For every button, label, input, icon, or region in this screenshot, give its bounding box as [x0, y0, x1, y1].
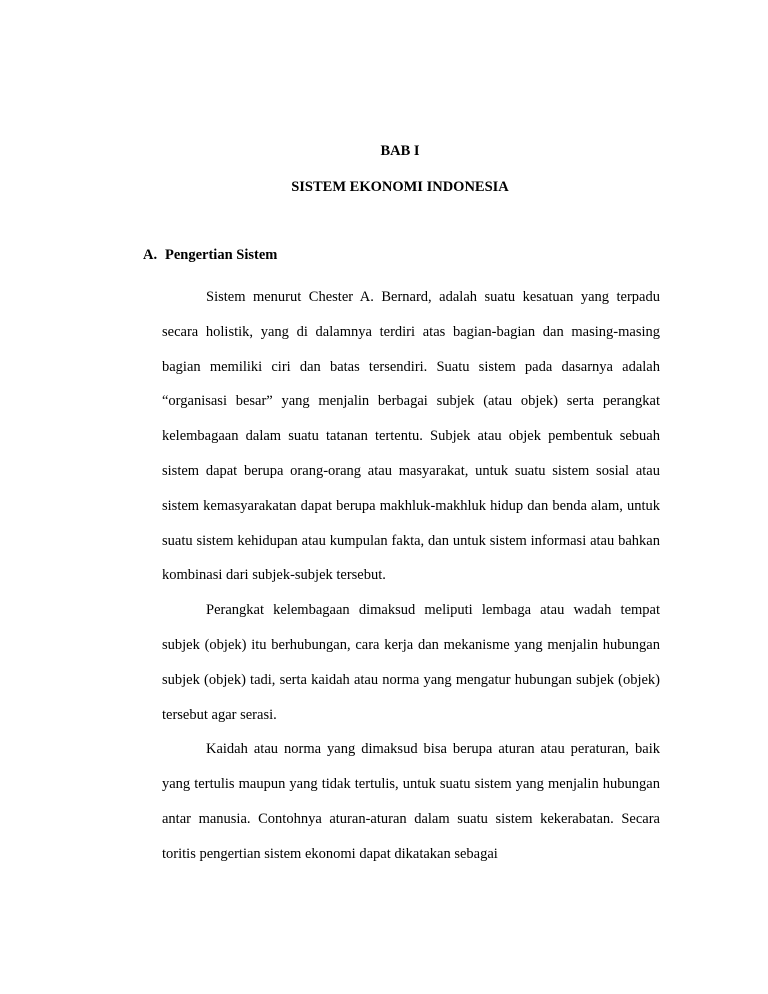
chapter-title: SISTEM EKONOMI INDONESIA: [291, 179, 509, 195]
chapter-heading: BAB I: [380, 143, 420, 159]
body-text: [162, 280, 660, 872]
section-title: Pengertian Sistem: [165, 247, 278, 263]
paragraph-3: Kaidah atau norma yang dimaksud bisa berupa aturan atau peraturan, baik yang tertulis maupun yang tidak tertulis, untuk suatu sistem yang menjalin hubungan antar manusia. Contohnya aturan-aturan dalam suatu sistem kekerabatan. Secara toritis pengertian sistem ekonomi dapat dikatakan sebagai: [162, 741, 660, 862]
section-heading: [143, 247, 277, 264]
section-number: A.: [143, 247, 158, 263]
paragraph-2: Perangkat kelembagaan dimaksud meliputi lembaga atau wadah tempat subjek (objek) itu berhubungan, cara kerja dan mekanisme yang menjalin hubungan subjek (objek) tadi, serta kaidah atau norma yang mengatur hubungan subjek (objek) tersebut agar serasi.: [162, 602, 660, 723]
paragraph-1: Sistem menurut Chester A. Bernard, adalah suatu kesatuan yang terpadu secara holistik, yang di dalamnya terdiri atas bagian-bagian dan masing-masing bagian memiliki ciri dan batas tersendiri. Suatu sistem pada dasarnya adalah “organisasi besar” yang menjalin berbagai subjek (atau objek) serta perangkat kelembagaan dalam suatu tatanan tertentu. Subjek atau objek pembentuk sebuah sistem dapat berupa orang-orang atau masyarakat, untuk suatu sistem sosial atau sistem kemasyarakatan dapat berupa makhluk-makhluk hidup dan benda alam, untuk suatu sistem kehidupan atau kumpulan fakta, dan untuk sistem informasi atau bahkan kombinasi dari subjek-subjek tersebut.: [162, 289, 660, 584]
